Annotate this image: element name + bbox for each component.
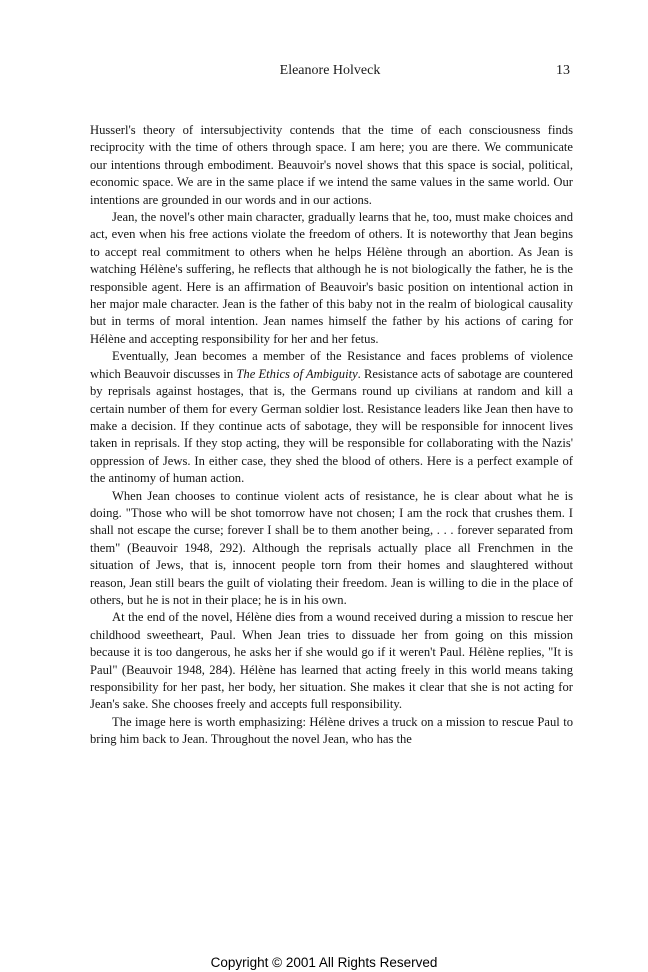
paragraph: Husserl's theory of intersubjectivity contends that the time of each consciousness finds reciprocity with the time of others through space. I am here; you are there. We communicate our intentions through embodiment. Beauvoir's novel shows that this space is social, political, economic space. We are in the same place if we intend the same values in the same world. Our intentions are grounded in our words and in our actions. [90,123,573,207]
body-text [90,122,573,749]
paragraph: When Jean chooses to continue violent acts of resistance, he is clear about what he is doing. "Those who will be shot tomorrow have not chosen; I am the rock that crushes them. I shall not escape the curse; forever I shall be to them another being, . . . forever separated from them" (Beauvoir 1948, 292). Although the reprisals actually place all Frenchmen in the situation of Jews, that is, innocent people torn from their homes and slaughtered without reason, Jean still bears the guilt of violating their freedom. Jean is willing to die in the place of others, but he is not in their place; he is in his own. [90,488,573,607]
paragraph-text: . Resistance acts of sabotage are countered by reprisals against hostages, that is, the Germans round up civilians at random and kill a certain number of them for every German soldier lost. Resistance leaders like Jean then have to make a decision. If they continue acts of sabotage, they will be responsible for innocent lives taken in reprisals. If they stop acting, they will be responsible for collaborating with the Nazis' oppression of Jews. In either case, they shed the blood of others. Here is a perfect example of the antinomy of human action. [90,366,573,486]
paragraph: At the end of the novel, Hélène dies from a wound received during a mission to rescue her childhood sweetheart, Paul. When Jean tries to dissuade her from going on this mission because it is too dangerous, he asks her if she would go if it weren't Paul. Hélène replies, "It is Paul" (Beauvoir 1948, 284). Hélène has learned that acting freely in this world means taking responsibility for her past, her body, her situation. She makes it clear that she is not acting for Jean's sake. She chooses freely and accepts full responsibility. [90,610,573,712]
page-number: 13 [556,63,570,78]
paragraph: The image here is worth emphasizing: Hélène drives a truck on a mission to rescue Paul to bring him back to Jean. Throughout the novel Jean, who has the [90,714,573,747]
copyright-footer: Copyright © 2001 All Rights Reserved [210,955,438,970]
paragraph [90,348,573,487]
page-header [90,63,570,83]
paragraph: Jean, the novel's other main character, gradually learns that he, too, must make choices and act, even when his free actions violate the freedom of others. It is noteworthy that Jean begins to accept real commitment to others when he helps Hélène through an abortion. As Jean is watching Hélène's suffering, he reflects that although he is not biologically the father, he is the responsible agent. Here is an affirmation of Beauvoir's basic position on intentional action in her major male character. Jean is the father of this baby not in the realm of biological causality but in terms of moral intention. Jean names himself the father by his actions of caring for Hélène and accepting responsibility for her and her fetus. [90,210,573,346]
paragraph-text: Eventually, Jean becomes a member of the Resistance and faces problems of violence which Beauvoir discusses in [90,349,573,381]
running-head: Eleanore Holveck [279,63,381,78]
book-title: The Ethics of Ambiguity [236,366,358,381]
